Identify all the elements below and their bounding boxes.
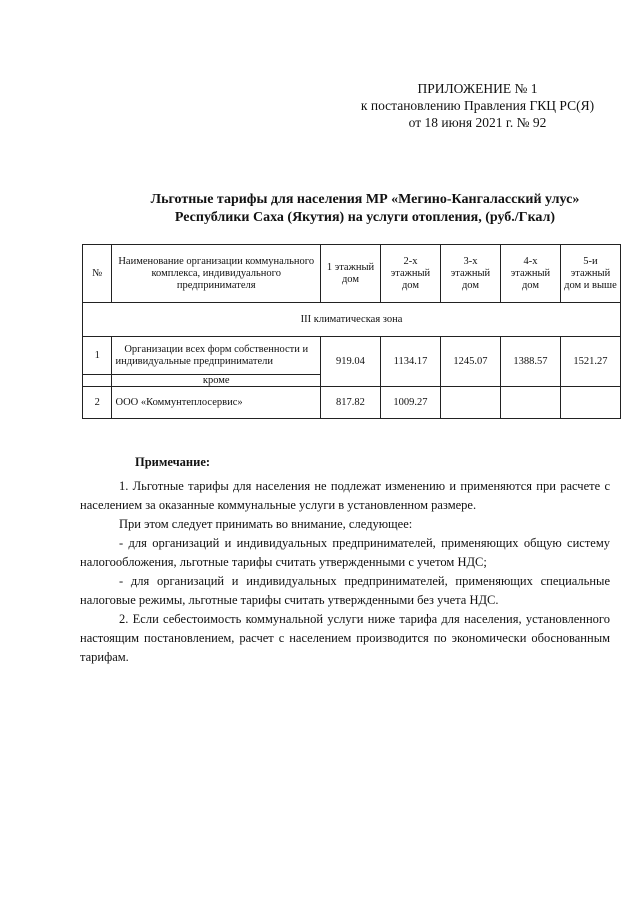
tariff-1-floor: 919.04 (320, 337, 380, 387)
climate-zone-label: III климатическая зона (83, 303, 621, 337)
tariff-1-floor: 817.82 (320, 387, 380, 419)
appendix-date: от 18 июня 2021 г. № 92 (408, 115, 547, 130)
notes-heading: Примечание: (135, 455, 211, 469)
header-number: № (83, 245, 112, 303)
climate-zone-row (83, 303, 621, 337)
tariff-4-floor (500, 387, 560, 419)
tariffs-table (82, 244, 621, 419)
header-4-floor: 4-х этажный дом (500, 245, 560, 303)
appendix-header (330, 80, 625, 131)
table-header-row (83, 245, 621, 303)
header-2-floor: 2-х этажный дом (380, 245, 440, 303)
header-1-floor: 1 этажный дом (320, 245, 380, 303)
document-title-line-1: Льготные тарифы для населения МР «Мегино-Кангаласский улус» (150, 192, 580, 207)
note-paragraph-4: - для организаций и индивидуальных предпринимателей, применяющих специальные налоговые режимы, льготные тарифы считать утвержденными без учета НДС. (80, 574, 610, 607)
note-paragraph-2: При этом следует принимать во внимание, следующее: (119, 517, 413, 531)
tariff-2-floor: 1134.17 (380, 337, 440, 387)
appendix-number: ПРИЛОЖЕНИЕ № 1 (417, 81, 538, 96)
header-5-floor-plus: 5-и этажный дом и выше (560, 245, 620, 303)
table-row (83, 337, 621, 375)
row-organization: ООО «Коммунтеплосервис» (112, 387, 320, 419)
appendix-resolution-ref: к постановлению Правления ГКЦ РС(Я) (360, 98, 595, 113)
row-organization: Организации всех форм собственности и индивидуальные предприниматели (112, 337, 320, 375)
row-number: 1 (83, 337, 112, 375)
row-number: 2 (83, 387, 112, 419)
tariff-5-floor-plus (560, 387, 620, 419)
document-title-line-2: Республики Саха (Якутия) на услуги отопления, (руб./Гкал) (174, 210, 556, 225)
note-paragraph-5: 2. Если себестоимость коммунальной услуги ниже тарифа для населения, установленного настоящим постановлением, расчет с населением производится по экономически обоснованным тарифам. (80, 612, 610, 664)
tariff-4-floor: 1388.57 (500, 337, 560, 387)
tariff-3-floor: 1245.07 (440, 337, 500, 387)
tariff-3-floor (440, 387, 500, 419)
header-3-floor: 3-х этажный дом (440, 245, 500, 303)
notes-section (80, 453, 610, 667)
tariff-5-floor-plus: 1521.27 (560, 337, 620, 387)
header-organization: Наименование организации коммунального комплекса, индивидуального предпринимателя (112, 245, 320, 303)
document-title (100, 191, 630, 227)
tariff-2-floor: 1009.27 (380, 387, 440, 419)
note-paragraph-3: - для организаций и индивидуальных предпринимателей, применяющих общую систему налогообложения, льготные тарифы считать утвержденными с учетом НДС; (80, 536, 610, 569)
table-row (83, 387, 621, 419)
note-paragraph-1: 1. Льготные тарифы для населения не подлежат изменению и применяются при расчете с населением за оказанные коммунальные услуги в установленном размере. (80, 479, 610, 512)
row-organization-exception: кроме (112, 375, 320, 387)
row-number-empty (83, 375, 112, 387)
